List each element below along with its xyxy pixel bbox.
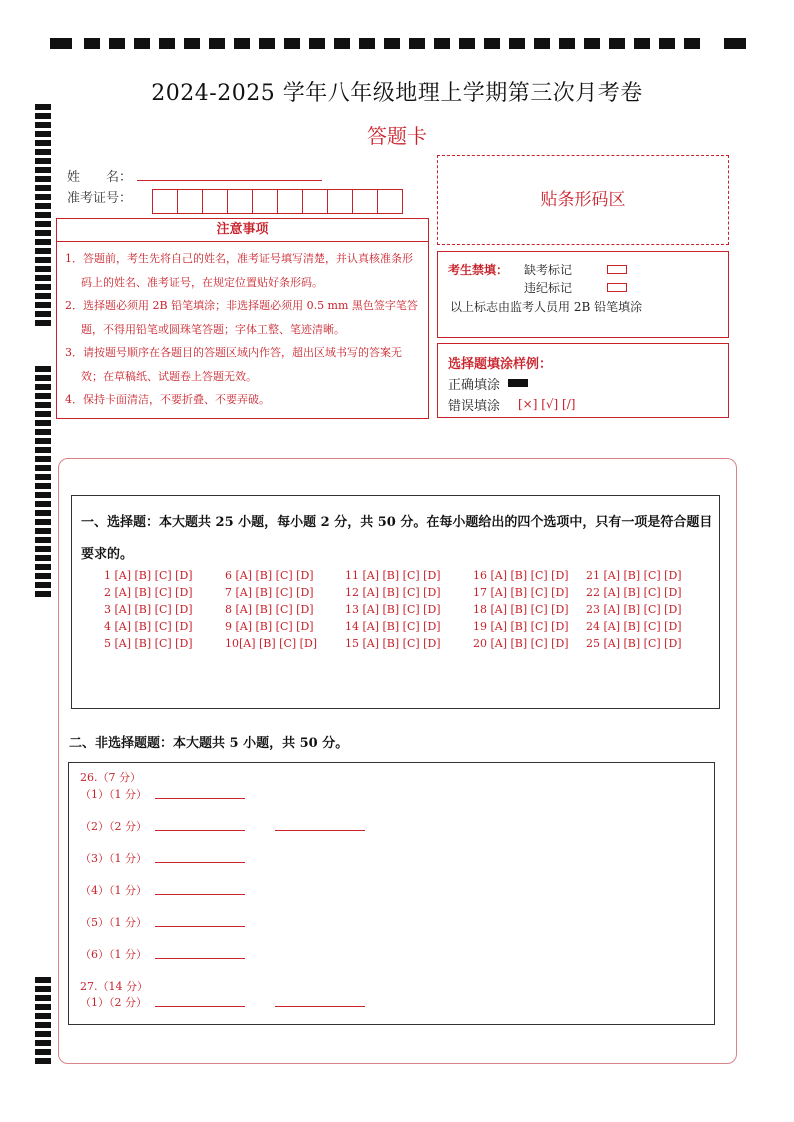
choice-item[interactable]: 7 [A] [B] [C] [D] bbox=[225, 586, 314, 599]
choice-item[interactable]: 15 [A] [B] [C] [D] bbox=[345, 637, 441, 650]
notice-item: 4．保持卡面清洁，不要折叠、不要弄破。 bbox=[65, 393, 270, 406]
fill-sample-label: 选择题填涂样例： bbox=[448, 357, 553, 372]
id-digit-box[interactable] bbox=[277, 189, 303, 214]
notice-heading: 注意事项 bbox=[57, 219, 428, 242]
q26-2-blank-a[interactable] bbox=[155, 830, 245, 831]
absent-mark-box[interactable] bbox=[607, 265, 627, 274]
q26-part-4: （4）（1 分） bbox=[80, 884, 147, 897]
barcode-area: 贴条形码区 bbox=[437, 155, 729, 245]
choice-item[interactable]: 21 [A] [B] [C] [D] bbox=[586, 569, 682, 582]
correct-fill-example bbox=[508, 379, 528, 387]
answer-sheet-subtitle: 答题卡 bbox=[367, 124, 427, 148]
notice-box bbox=[56, 218, 429, 419]
q26-5-blank[interactable] bbox=[155, 926, 245, 927]
q26-3-blank[interactable] bbox=[155, 862, 245, 863]
q26-heading: 26.（7 分） bbox=[80, 771, 141, 784]
violation-mark-box[interactable] bbox=[607, 283, 627, 292]
proctor-only-box bbox=[437, 251, 729, 338]
id-digit-box[interactable] bbox=[302, 189, 328, 214]
choice-item[interactable]: 25 [A] [B] [C] [D] bbox=[586, 637, 682, 650]
id-digit-box[interactable] bbox=[252, 189, 278, 214]
choice-item[interactable]: 16 [A] [B] [C] [D] bbox=[473, 569, 569, 582]
wrong-fill-examples: [×] [√] [/] bbox=[518, 397, 576, 411]
section2-title: 二、非选择题题：本大题共 5 小题，共 50 分。 bbox=[69, 736, 349, 751]
q27-1-blank-b[interactable] bbox=[275, 1006, 365, 1007]
q26-2-blank-b[interactable] bbox=[275, 830, 365, 831]
choice-item[interactable]: 19 [A] [B] [C] [D] bbox=[473, 620, 569, 633]
choice-item[interactable]: 8 [A] [B] [C] [D] bbox=[225, 603, 314, 616]
id-digit-box[interactable] bbox=[352, 189, 378, 214]
q26-part-1: （1）（1 分） bbox=[80, 788, 147, 801]
choice-item[interactable]: 1 [A] [B] [C] [D] bbox=[104, 569, 193, 582]
id-digit-box[interactable] bbox=[227, 189, 253, 214]
exam-title: 2024-2025 学年八年级地理上学期第三次月考卷 bbox=[151, 81, 643, 106]
choice-item[interactable]: 2 [A] [B] [C] [D] bbox=[104, 586, 193, 599]
top-timing-marks bbox=[50, 38, 746, 51]
wrong-fill-label: 错误填涂 bbox=[448, 399, 501, 414]
left-timing-marks-bottom bbox=[35, 977, 51, 1067]
violation-mark-label: 违纪标记 bbox=[524, 281, 573, 295]
id-digit-box[interactable] bbox=[377, 189, 403, 214]
name-field[interactable] bbox=[137, 180, 322, 181]
q26-part-6: （6）（1 分） bbox=[80, 948, 147, 961]
choice-item[interactable]: 14 [A] [B] [C] [D] bbox=[345, 620, 441, 633]
choice-item[interactable]: 22 [A] [B] [C] [D] bbox=[586, 586, 682, 599]
choice-item[interactable]: 4 [A] [B] [C] [D] bbox=[104, 620, 193, 633]
id-digit-box[interactable] bbox=[327, 189, 353, 214]
q27-heading: 27.（14 分） bbox=[80, 980, 148, 993]
proctor-label: 考生禁填： bbox=[448, 263, 509, 277]
choice-item[interactable]: 6 [A] [B] [C] [D] bbox=[225, 569, 314, 582]
q26-part-2: （2）（2 分） bbox=[80, 820, 147, 833]
choice-item[interactable]: 11 [A] [B] [C] [D] bbox=[345, 569, 441, 582]
section1-title: 一、选择题：本大题共 25 小题，每小题 2 分，共 50 分。在每小题给出的四个选项中，只有一项是符合题目要求的。 bbox=[81, 515, 713, 562]
q26-part-5: （5）（1 分） bbox=[80, 916, 147, 929]
choice-item[interactable]: 23 [A] [B] [C] [D] bbox=[586, 603, 682, 616]
fill-sample-box bbox=[437, 343, 729, 418]
correct-fill-label: 正确填涂 bbox=[448, 378, 501, 393]
absent-mark-label: 缺考标记 bbox=[524, 263, 573, 277]
q27-1-blank-a[interactable] bbox=[155, 1006, 245, 1007]
id-digit-box[interactable] bbox=[152, 189, 178, 214]
q26-4-blank[interactable] bbox=[155, 894, 245, 895]
q27-part-1: （1）（2 分） bbox=[80, 996, 147, 1009]
exam-id-label: 准考证号： bbox=[67, 191, 133, 206]
notice-item: 1．答题前，考生先将自己的姓名，准考证号填写清楚，并认真核准条形码上的姓名、准考证号，在规定位置贴好条形码。 bbox=[65, 252, 413, 289]
choice-item[interactable]: 18 [A] [B] [C] [D] bbox=[473, 603, 569, 616]
notice-item: 3．请按题号顺序在各题目的答题区域内作答，超出区域书写的答案无效；在草稿纸、试题卷上答题无效。 bbox=[65, 346, 402, 383]
q26-1-blank[interactable] bbox=[155, 798, 245, 799]
choice-item[interactable]: 12 [A] [B] [C] [D] bbox=[345, 586, 441, 599]
choice-item[interactable]: 17 [A] [B] [C] [D] bbox=[473, 586, 569, 599]
id-digit-box[interactable] bbox=[177, 189, 203, 214]
choice-item[interactable]: 20 [A] [B] [C] [D] bbox=[473, 637, 569, 650]
left-timing-marks-middle bbox=[35, 366, 51, 600]
q26-part-3: （3）（1 分） bbox=[80, 852, 147, 865]
choice-item[interactable]: 24 [A] [B] [C] [D] bbox=[586, 620, 682, 633]
id-digit-box[interactable] bbox=[202, 189, 228, 214]
proctor-note: 以上标志由监考人员用 2B 铅笔填涂 bbox=[450, 300, 643, 314]
choice-item[interactable]: 9 [A] [B] [C] [D] bbox=[225, 620, 314, 633]
choice-item[interactable]: 3 [A] [B] [C] [D] bbox=[104, 603, 193, 616]
name-label: 姓 名： bbox=[67, 170, 133, 185]
choice-item[interactable]: 10[A] [B] [C] [D] bbox=[225, 637, 318, 650]
q26-6-blank[interactable] bbox=[155, 958, 245, 959]
exam-id-boxes[interactable] bbox=[152, 189, 403, 214]
choice-item[interactable]: 13 [A] [B] [C] [D] bbox=[345, 603, 441, 616]
choice-item[interactable]: 5 [A] [B] [C] [D] bbox=[104, 637, 193, 650]
notice-item: 2．选择题必须用 2B 铅笔填涂；非选择题必须用 0.5 mm 黑色签字笔答题，不得用铅笔或圆珠笔答题；字体工整、笔迹清晰。 bbox=[65, 299, 418, 336]
